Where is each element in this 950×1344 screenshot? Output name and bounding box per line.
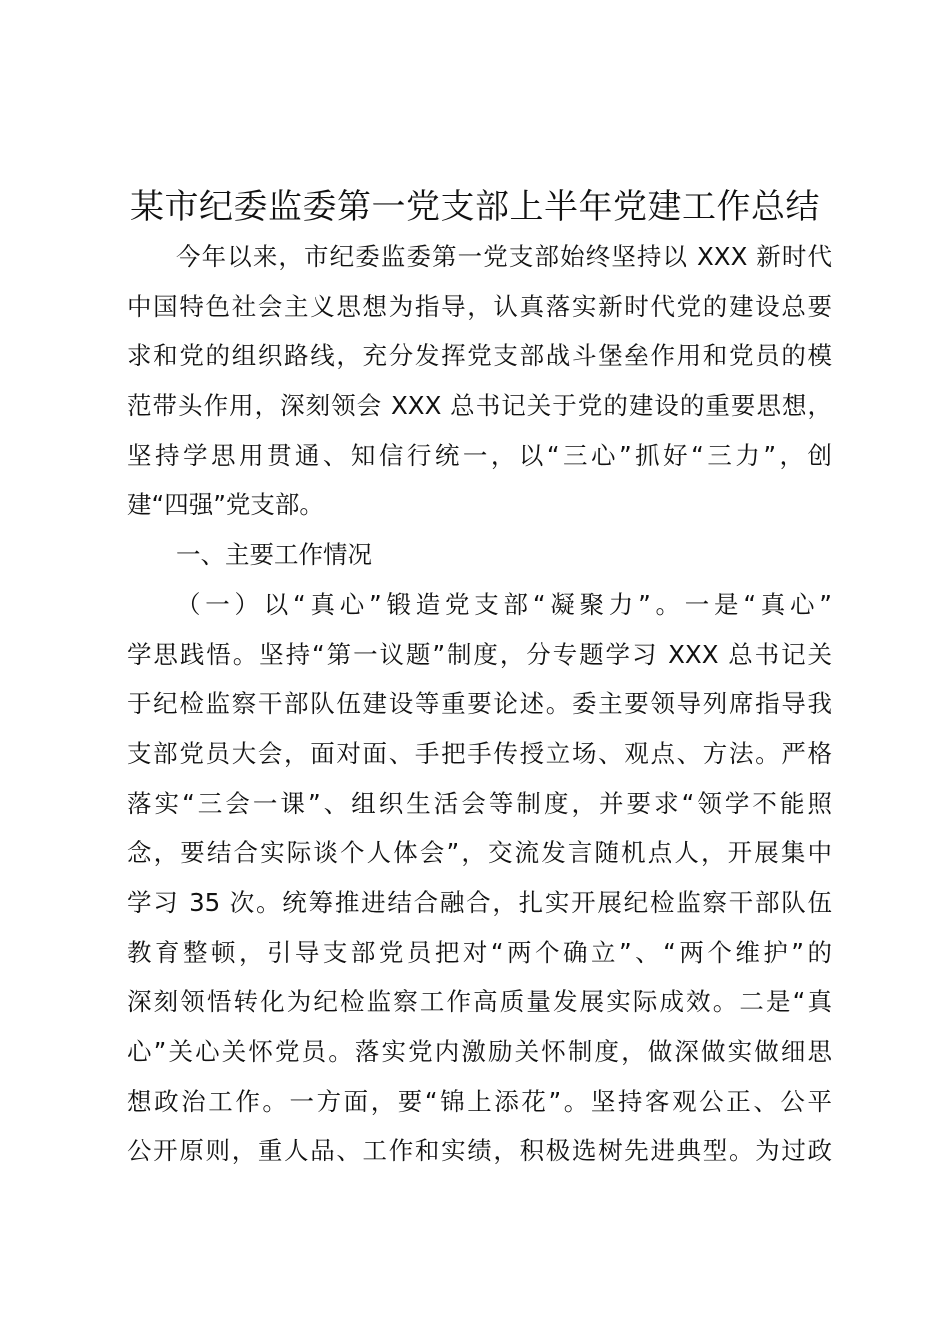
section-heading: 一、主要工作情况 [176, 540, 372, 570]
document-title: 某市纪委监委第一党支部上半年党建工作总结 [130, 187, 820, 227]
paragraph-line: 学习 35 次。统筹推进结合融合，扎实开展纪检监察干部队伍 [127, 887, 832, 917]
paragraph-line: 范带头作用，深刻领会 XXX 总书记关于党的建设的重要思想， [127, 391, 832, 421]
paragraph-line: 支部党员大会，面对面、手把手传授立场、观点、方法。严格 [127, 738, 832, 768]
paragraph-line: 心”关心关怀党员。落实党内激励关怀制度，做深做实做细思 [127, 1037, 832, 1066]
paragraph-line: 坚持学思用贯通、知信行统一，以“三心”抓好“三力”，创 [127, 440, 832, 470]
paragraph-line: 深刻领悟转化为纪检监察工作高质量发展实际成效。二是“真 [127, 987, 832, 1017]
paragraph-line: 学思践悟。坚持“第一议题”制度，分专题学习 XXX 总书记关 [127, 639, 832, 669]
paragraph-line: 今年以来，市纪委监委第一党支部始终坚持以 XXX 新时代 [176, 242, 832, 271]
paragraph-line: 公开原则，重人品、工作和实绩，积极选树先进典型。为过政 [127, 1136, 832, 1166]
paragraph-line: 于纪检监察干部队伍建设等重要论述。委主要领导列席指导我 [127, 689, 832, 719]
document-body [127, 232, 832, 1176]
paragraph-line: 念，要结合实际谈个人体会”，交流发言随机点人，开展集中 [127, 838, 832, 868]
paragraph-line: 中国特色社会主义思想为指导，认真落实新时代党的建设总要 [127, 291, 832, 321]
paragraph-line: 想政治工作。一方面，要“锦上添花”。坚持客观公正、公平 [127, 1086, 832, 1116]
paragraph-line: 教育整顿，引导支部党员把对“两个确立”、“两个维护”的 [127, 937, 832, 967]
paragraph-line: （一）以“真心”锻造党支部“凝聚力”。一是“真心” [176, 589, 832, 619]
paragraph-line: 建“四强”党支部。 [127, 490, 324, 520]
paragraph-line: 落实“三会一课”、组织生活会等制度，并要求“领学不能照 [127, 788, 832, 818]
paragraph-line: 求和党的组织路线，充分发挥党支部战斗堡垒作用和党员的模 [127, 341, 832, 371]
